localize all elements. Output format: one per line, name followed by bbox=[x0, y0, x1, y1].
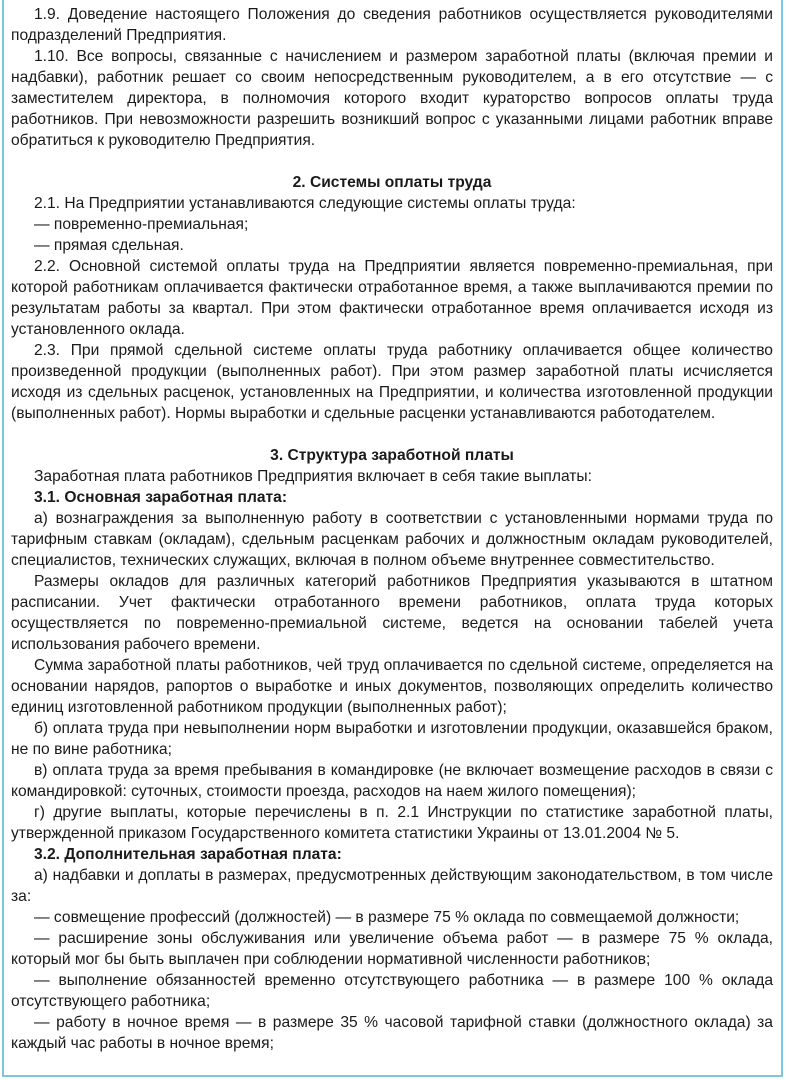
list-item: — работу в ночное время — в размере 35 % часовой тарифной ставки (должностного оклада) за каждый час работы в ночное время; bbox=[11, 1014, 773, 1052]
paragraph-1-10: 1.10. Все вопросы, связанные с начислением и размером заработной платы (включая премии и надбавки), работник решает со своим непосредственным руководителем, а в его отсутствие — с заместителем директора, в полномочия которого входит кураторство вопросов оплаты труда работников. При невозможности разрешить возникший вопрос с указанными лицами работник вправе обратиться к руководителю Предприятия. bbox=[11, 48, 773, 149]
paragraph: Заработная плата работников Предприятия включает в себя такие выплаты: bbox=[34, 468, 592, 485]
paragraph-1-9: 1.9. Доведение настоящего Положения до сведения работников осуществляется руководителями подразделений Предприятия. bbox=[11, 6, 773, 44]
subsection-heading-3-2: 3.2. Дополнительная заработная плата: bbox=[34, 846, 342, 863]
paragraph: Сумма заработной платы работников, чей труд оплачивается по сдельной системе, определяется на основании нарядов, рапортов о выработке и иных документов, позволяющих определить количество единиц изготовленной работником продукции (выполненных работ); bbox=[11, 657, 773, 716]
list-item: г) другие выплаты, которые перечислены в п. 2.1 Инструкции по статистике заработной платы, утвержденной приказом Государственного комитета статистики Украины от 13.01.2004 № 5. bbox=[11, 804, 773, 842]
list-item: б) оплата труда при невыполнении норм выработки и изготовлении продукции, оказавшейся браком, не по вине работника; bbox=[11, 720, 773, 758]
paragraph-2-3: 2.3. При прямой сдельной системе оплаты труда работнику оплачивается общее количество произведенной продукции (выполненных работ). При этом размер заработной платы исчисляется исходя из сдельных расценок, установленных на Предприятии, и количества изготовленной продукции (выполненных работ). Нормы выработки и сдельные расценки устанавливаются работодателем. bbox=[11, 342, 773, 422]
section-heading-3: 3. Структура заработной платы bbox=[270, 447, 514, 464]
paragraph-2-2: 2.2. Основной системой оплаты труда на Предприятии является повременно-премиальная, при которой работникам оплачивается фактически отработанное время, а также выплачиваются премии по результатам работы за квартал. При этом фактически отработанное время оплачивается исходя из установленного оклада. bbox=[11, 258, 773, 338]
list-item: — повременно-премиальная; bbox=[34, 216, 249, 233]
section-heading-2: 2. Системы оплаты труда bbox=[292, 174, 492, 191]
list-item: — совмещение профессий (должностей) — в размере 75 % оклада по совмещаемой должности; bbox=[34, 909, 740, 926]
list-item: — прямая сдельная. bbox=[34, 237, 184, 254]
list-item: в) оплата труда за время пребывания в командировке (не включает возмещение расходов в связи с командировкой: суточных, стоимости проезда, расходов на наем жилого помещения); bbox=[11, 762, 773, 800]
list-item: а) вознаграждения за выполненную работу в соответствии с установленными нормами труда по тарифным ставкам (окладам), сдельным расценкам рабочих и должностным окладам руководителей, специалистов, технических служащих, включая в полном объеме внутреннее совместительство. bbox=[11, 510, 773, 569]
list-item: — расширение зоны обслуживания или увеличение объема работ — в размере 75 % оклада, который мог бы быть выплачен при соблюдении нормативной численности работников; bbox=[11, 930, 773, 968]
document-body bbox=[11, 4, 773, 1054]
list-item: — выполнение обязанностей временно отсутствующего работника — в размере 100 % оклада отсутствующего работника; bbox=[11, 972, 773, 1010]
paragraph-2-1: 2.1. На Предприятии устанавливаются следующие системы оплаты труда: bbox=[34, 195, 576, 212]
list-item: а) надбавки и доплаты в размерах, предусмотренных действующим законодательством, в том числе за: bbox=[11, 867, 773, 905]
subsection-heading-3-1: 3.1. Основная заработная плата: bbox=[34, 489, 288, 506]
paragraph: Размеры окладов для различных категорий работников Предприятия указываются в штатном расписании. Учет фактически отработанного времени работников, оплата труда которых осуществляется по повременно-премиальной системе, ведется на основании табелей учета использования рабочего времени. bbox=[11, 573, 773, 653]
